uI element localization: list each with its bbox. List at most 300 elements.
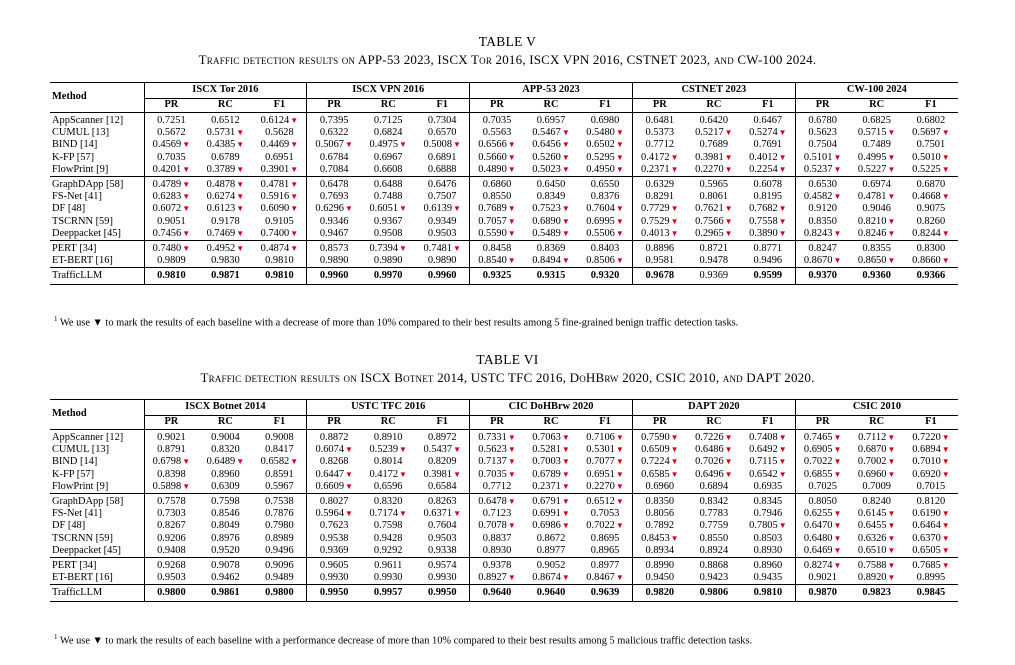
decrease-marker-icon: ▼: [453, 244, 461, 254]
metric-value: 0.9503: [144, 572, 198, 585]
metric-header: PR: [470, 416, 524, 430]
decrease-marker-icon: ▼: [670, 152, 679, 162]
method-name: Deeppacket [45]: [52, 227, 121, 239]
metric-value: 0.9809: [144, 255, 198, 268]
metric-value: 0.6090▼: [260, 203, 299, 215]
metric-value: 0.6870▼: [857, 444, 896, 456]
decrease-marker-icon: ▼: [887, 457, 896, 467]
decrease-marker-icon: ▼: [453, 509, 461, 519]
metric-value: 0.4582▼: [795, 191, 849, 203]
metric-value: 0.7022▼: [795, 456, 849, 468]
metric-value: 0.7304: [427, 115, 457, 126]
metric-value: 0.9810: [265, 255, 294, 267]
decrease-marker-icon: ▼: [615, 256, 624, 266]
metric-value: 0.9360: [850, 268, 904, 285]
metric-value: 0.8934: [632, 545, 686, 558]
metric-value: 0.4012▼: [749, 151, 787, 163]
metric-header: PR: [632, 99, 686, 113]
metric-value: 0.5467▼: [532, 127, 570, 139]
decrease-marker-icon: ▼: [833, 457, 842, 467]
metric-value: 0.6960: [632, 481, 686, 494]
table-label: TABLE V: [478, 34, 537, 49]
metric-value: 0.6789▼: [532, 468, 570, 480]
metric-value: 0.7805▼: [749, 520, 787, 532]
metric-value: 0.9930: [373, 572, 403, 584]
metric-value: 0.8930: [753, 544, 783, 556]
decrease-marker-icon: ▼: [615, 573, 624, 583]
metric-value: 0.7691: [753, 139, 783, 151]
method-name: ET-BERT [16]: [52, 255, 113, 267]
metric-value: 0.7009: [862, 480, 891, 492]
table-vi-header: [0, 352, 1015, 386]
table-row: [50, 481, 958, 494]
metric-value: 0.6967: [373, 151, 403, 163]
table-row: [50, 228, 958, 241]
metric-value: 0.8350: [795, 216, 849, 228]
method-header: Method: [50, 83, 144, 113]
metric-value: 0.7077▼: [586, 456, 624, 468]
decrease-marker-icon: ▼: [453, 204, 461, 214]
decrease-marker-icon: ▼: [561, 128, 570, 138]
decrease-marker-icon: ▼: [833, 192, 842, 202]
metric-value: 0.9574: [415, 558, 469, 573]
metric-header: PR: [144, 99, 198, 113]
metric-value: 0.5672: [144, 127, 198, 139]
decrease-marker-icon: ▼: [778, 469, 787, 479]
decrease-marker-icon: ▼: [887, 561, 896, 571]
table-row: [50, 113, 958, 128]
decrease-marker-icon: ▼: [236, 192, 245, 202]
decrease-marker-icon: ▼: [399, 204, 407, 214]
metric-value: 0.8342: [687, 494, 741, 509]
metric-value: 0.9970: [361, 268, 415, 285]
decrease-marker-icon: ▼: [833, 164, 842, 174]
method-name: BIND [14]: [52, 456, 98, 468]
metric-value: 0.5506▼: [586, 227, 624, 239]
decrease-marker-icon: ▼: [615, 433, 624, 442]
decrease-marker-icon: ▼: [941, 256, 950, 266]
metric-value: 0.7623: [307, 520, 361, 532]
decrease-marker-icon: ▼: [561, 573, 570, 583]
header-row: [50, 400, 958, 416]
metric-header: F1: [253, 99, 307, 113]
metric-value: 0.7693: [307, 191, 361, 203]
table-row: [50, 139, 958, 151]
decrease-marker-icon: ▼: [615, 228, 624, 238]
metric-value: 0.6584: [427, 480, 457, 492]
decrease-marker-icon: ▼: [670, 433, 679, 442]
metric-value: 0.9349: [427, 215, 457, 227]
metric-value: 0.7220▼: [912, 432, 950, 443]
metric-header: F1: [741, 416, 795, 430]
metric-value: 0.6957: [536, 115, 566, 126]
metric-value: 0.7125: [373, 115, 403, 126]
metric-value: 0.5898▼: [144, 481, 198, 494]
decrease-marker-icon: ▼: [941, 533, 950, 543]
decrease-marker-icon: ▼: [507, 445, 516, 455]
method-name: GraphDApp [58]: [50, 494, 144, 509]
metric-header: RC: [524, 99, 578, 113]
decrease-marker-icon: ▼: [290, 116, 299, 125]
metric-value: 0.9338: [427, 544, 457, 556]
decrease-marker-icon: ▼: [833, 469, 842, 479]
decrease-marker-icon: ▼: [290, 192, 299, 202]
metric-value: 0.8050: [795, 494, 849, 509]
metric-value: 0.9890: [373, 255, 403, 267]
metric-value: 0.6542▼: [749, 468, 787, 480]
metric-value: 0.4385▼: [206, 139, 245, 151]
metric-value: 0.6496▼: [695, 468, 733, 480]
decrease-marker-icon: ▼: [778, 204, 787, 214]
decrease-marker-icon: ▼: [778, 521, 787, 531]
metric-value: 0.8355: [850, 241, 904, 256]
metric-value: 0.7394▼: [361, 241, 415, 256]
metric-value: 0.5237▼: [795, 164, 849, 177]
decrease-marker-icon: ▼: [833, 509, 842, 519]
decrease-marker-icon: ▼: [561, 152, 570, 162]
metric-value: 0.7106▼: [586, 432, 624, 443]
metric-value: 0.7712: [470, 481, 524, 494]
metric-value: 0.8960: [741, 558, 795, 573]
metric-header: F1: [415, 99, 469, 113]
metric-value: 0.5964▼: [307, 508, 361, 520]
metric-value: 0.7578: [144, 494, 198, 509]
decrease-marker-icon: ▼: [615, 204, 624, 214]
metric-value: 0.7876: [265, 508, 294, 520]
decrease-marker-icon: ▼: [833, 521, 842, 531]
metric-value: 0.2270▼: [586, 480, 624, 492]
decrease-marker-icon: ▼: [236, 128, 245, 138]
metric-value: 0.8291: [632, 191, 686, 203]
metric-value: 0.7729▼: [632, 203, 686, 215]
metric-header: RC: [850, 99, 904, 113]
metric-value: 0.8300: [904, 241, 958, 256]
decrease-marker-icon: ▼: [887, 445, 896, 455]
metric-header: RC: [850, 416, 904, 430]
decrease-marker-icon: ▼: [941, 457, 950, 467]
metric-header: RC: [361, 99, 415, 113]
table-row: [50, 255, 958, 268]
table-row: [50, 508, 958, 520]
metric-value: 0.6326▼: [857, 532, 896, 544]
metric-value: 0.8674▼: [532, 572, 570, 584]
metric-value: 0.8014: [373, 456, 403, 468]
metric-value: 0.5373: [632, 127, 686, 139]
metric-value: 0.6798▼: [144, 456, 198, 468]
metric-value: 0.6124▼: [260, 115, 299, 126]
decrease-marker-icon: ▼: [182, 228, 191, 238]
decrease-marker-icon: ▼: [887, 256, 896, 266]
metric-value: 0.7481▼: [415, 241, 469, 256]
metric-value: 0.5023▼: [532, 163, 570, 175]
table-row: [50, 127, 958, 139]
dataset-group-header: ISCX Tor 2016: [144, 83, 307, 99]
table-row: [50, 494, 958, 509]
metric-header: RC: [361, 416, 415, 430]
metric-value: 0.8453▼: [632, 533, 686, 545]
table-row: [50, 164, 958, 177]
metric-value: 0.6274▼: [206, 191, 245, 203]
metric-value: 0.8660▼: [912, 255, 950, 267]
metric-value: 0.6905▼: [795, 444, 849, 456]
metric-value: 0.9378: [470, 558, 524, 573]
metric-value: 0.6296▼: [307, 203, 361, 215]
metric-value: 0.9950: [415, 585, 469, 602]
metric-value: 0.6190▼: [912, 508, 950, 520]
metric-value: 0.9478: [699, 255, 729, 267]
metric-value: 0.9960: [307, 268, 361, 285]
metric-value: 0.7035: [144, 152, 198, 164]
decrease-marker-icon: ▼: [182, 140, 191, 150]
metric-value: 0.6951▼: [586, 468, 624, 480]
table-row: [50, 520, 958, 532]
metric-value: 0.6991▼: [532, 508, 570, 520]
metric-value: 0.5274▼: [749, 127, 787, 139]
method-name: FlowPrint [9]: [52, 480, 109, 492]
metric-value: 0.7084: [307, 164, 361, 177]
metric-value: 0.9370: [795, 268, 849, 285]
table-v: [50, 82, 958, 285]
metric-value: 0.6478▼: [470, 494, 524, 509]
metric-value: 0.4952▼: [198, 241, 252, 256]
metric-value: 0.6608: [373, 163, 403, 175]
metric-value: 0.9820: [632, 585, 686, 602]
decrease-marker-icon: ▼: [290, 244, 299, 254]
method-header: Method: [50, 400, 144, 430]
decrease-marker-icon: ▼: [941, 192, 950, 202]
metric-value: 0.7558▼: [749, 215, 787, 227]
metric-value: 0.9538: [307, 533, 361, 545]
metric-value: 0.9268: [144, 558, 198, 573]
metric-value: 0.7025: [795, 481, 849, 494]
decrease-marker-icon: ▼: [399, 469, 407, 479]
metric-value: 0.7123: [470, 508, 524, 520]
metric-header: F1: [741, 99, 795, 113]
method-name: Deeppacket [45]: [52, 544, 121, 556]
metric-value: 0.8672: [536, 532, 566, 544]
metric-value: 0.7022▼: [586, 520, 624, 532]
metric-header: RC: [198, 99, 252, 113]
method-name: GraphDApp [58]: [50, 177, 144, 192]
metric-value: 0.8240: [850, 494, 904, 509]
decrease-marker-icon: ▼: [561, 469, 570, 479]
metric-value: 0.6450: [524, 177, 578, 192]
metric-value: 0.9520: [211, 544, 240, 556]
metric-value: 0.5916▼: [260, 191, 299, 203]
decrease-marker-icon: ▼: [615, 481, 624, 491]
metric-value: 0.6802: [916, 115, 946, 126]
metric-value: 0.4781▼: [857, 191, 896, 203]
decrease-marker-icon: ▼: [833, 433, 842, 442]
decrease-marker-icon: ▼: [887, 152, 896, 162]
metric-value: 0.6505▼: [912, 544, 950, 556]
metric-value: 0.9845: [904, 585, 958, 602]
decrease-marker-icon: ▼: [615, 164, 624, 174]
metric-value: 0.6890▼: [532, 215, 570, 227]
decrease-marker-icon: ▼: [507, 140, 516, 150]
table-row: [50, 203, 958, 215]
metric-value: 0.9096: [253, 558, 307, 573]
metric-value: 0.7501: [916, 139, 946, 151]
metric-value: 0.7053: [590, 508, 620, 520]
metric-value: 0.9960: [415, 268, 469, 285]
decrease-marker-icon: ▼: [236, 244, 245, 254]
metric-value: 0.7604: [427, 520, 457, 532]
metric-value: 0.9800: [144, 585, 198, 602]
metric-value: 0.2270▼: [695, 163, 733, 175]
metric-value: 0.8591: [265, 468, 294, 480]
decrease-marker-icon: ▼: [290, 228, 299, 238]
metric-value: 0.8320: [211, 444, 240, 456]
metric-header: PR: [144, 416, 198, 430]
metric-value: 0.7035▼: [470, 469, 524, 481]
table-row: [50, 152, 958, 164]
method-name: DF [48]: [52, 520, 86, 532]
metric-value: 0.9075: [916, 203, 946, 215]
metric-value: 0.7590▼: [632, 430, 686, 445]
metric-value: 0.7057▼: [470, 216, 524, 228]
metric-value: 0.8546: [211, 508, 240, 520]
decrease-marker-icon: ▼: [941, 228, 950, 238]
metric-value: 0.6870: [904, 177, 958, 192]
decrease-marker-icon: ▼: [236, 180, 245, 190]
metric-value: 0.4995▼: [857, 151, 896, 163]
method-name: BIND [14]: [52, 139, 98, 151]
decrease-marker-icon: ▼: [615, 497, 624, 507]
metric-value: 0.7892: [632, 520, 686, 532]
metric-value: 0.7689: [699, 139, 729, 151]
decrease-marker-icon: ▼: [887, 545, 896, 555]
metric-value: 0.9105: [265, 215, 294, 227]
metric-value: 0.9120: [795, 203, 849, 215]
metric-value: 0.9611: [361, 558, 415, 573]
decrease-marker-icon: ▼: [290, 140, 299, 150]
metric-value: 0.9508: [373, 227, 403, 239]
metric-value: 0.3981▼: [423, 468, 461, 480]
metric-value: 0.6476: [415, 177, 469, 192]
metric-value: 0.8274▼: [795, 558, 849, 573]
metric-value: 0.9930: [307, 572, 361, 585]
metric-value: 0.4668▼: [912, 191, 950, 203]
metric-value: 0.7604▼: [586, 203, 624, 215]
metric-value: 0.6074▼: [307, 444, 361, 456]
metric-header: F1: [904, 416, 958, 430]
metric-value: 0.2371▼: [532, 480, 570, 492]
metric-value: 0.6447▼: [307, 469, 361, 481]
metric-header: F1: [578, 99, 632, 113]
metric-header: F1: [253, 416, 307, 430]
metric-value: 0.4890▼: [470, 164, 524, 177]
metric-value: 0.6891: [427, 151, 457, 163]
decrease-marker-icon: ▼: [561, 140, 570, 150]
decrease-marker-icon: ▼: [941, 152, 950, 162]
metric-value: 0.5697▼: [912, 127, 950, 139]
metric-value: 0.6824: [373, 127, 403, 139]
metric-value: 0.6582▼: [260, 456, 299, 468]
decrease-marker-icon: ▼: [887, 469, 896, 479]
decrease-marker-icon: ▼: [507, 573, 516, 583]
metric-value: 0.6123▼: [206, 203, 245, 215]
decrease-marker-icon: ▼: [507, 164, 516, 174]
metric-value: 0.3981▼: [695, 151, 733, 163]
metric-value: 0.8695: [590, 532, 620, 544]
metric-header-row: [50, 416, 958, 430]
metric-value: 0.4878▼: [198, 177, 252, 192]
metric-value: 0.6512: [211, 115, 240, 126]
decrease-marker-icon: ▼: [561, 204, 570, 214]
metric-value: 0.8494▼: [532, 255, 570, 267]
decrease-marker-icon: ▼: [887, 192, 896, 202]
method-name: FS-Net [41]: [52, 508, 102, 520]
metric-value: 0.8458: [470, 241, 524, 256]
metric-value: 0.9640: [470, 585, 524, 602]
metric-value: 0.6960▼: [857, 468, 896, 480]
metric-value: 0.9367: [373, 215, 403, 227]
metric-value: 0.8910: [373, 432, 403, 443]
decrease-marker-icon: ▼: [724, 433, 733, 442]
decrease-marker-icon: ▼: [724, 164, 733, 174]
decrease-marker-icon: ▼: [182, 204, 191, 214]
decrease-marker-icon: ▼: [345, 445, 353, 455]
metric-header: F1: [578, 416, 632, 430]
metric-value: 0.4569▼: [144, 139, 198, 151]
method-name: CUMUL [13]: [52, 127, 110, 139]
metric-value: 0.9462: [211, 572, 240, 584]
decrease-marker-icon: ▼: [833, 228, 842, 238]
table-row: [50, 191, 958, 203]
metric-value: 0.7598: [373, 520, 403, 532]
method-name: FS-Net [41]: [52, 191, 102, 203]
metric-header: PR: [632, 416, 686, 430]
decrease-marker-icon: ▼: [670, 457, 679, 467]
metric-value: 0.7115▼: [749, 456, 787, 468]
metric-value: 0.7303: [144, 508, 198, 520]
metric-value: 0.9346: [307, 216, 361, 228]
metric-value: 0.8989: [265, 532, 294, 544]
metric-value: 0.8506▼: [586, 255, 624, 267]
metric-value: 0.6894▼: [912, 444, 950, 456]
table-row: [50, 444, 958, 456]
metric-header: RC: [687, 416, 741, 430]
metric-value: 0.4013▼: [632, 228, 686, 241]
method-name: PERT [34]: [50, 241, 144, 256]
metric-value: 0.8345: [741, 494, 795, 509]
method-name: AppScanner [12]: [52, 432, 124, 443]
metric-value: 0.7783: [699, 508, 729, 520]
metric-value: 0.9428: [373, 532, 403, 544]
decrease-marker-icon: ▼: [507, 256, 516, 266]
metric-value: 0.6566▼: [470, 139, 524, 151]
decrease-marker-icon: ▼: [236, 164, 245, 174]
metric-value: 0.5217▼: [695, 127, 733, 139]
metric-value: 0.6072▼: [144, 203, 198, 215]
decrease-marker-icon: ▼: [941, 445, 950, 455]
metric-value: 0.6488: [361, 177, 415, 192]
table-row: [50, 558, 958, 573]
dataset-group-header: USTC TFC 2016: [307, 400, 470, 416]
table-row: [50, 456, 958, 468]
metric-value: 0.9206: [144, 533, 198, 545]
metric-value: 0.7946: [753, 508, 783, 520]
metric-value: 0.5008▼: [423, 139, 461, 151]
metric-value: 0.8920▼: [857, 572, 896, 584]
metric-value: 0.8540▼: [470, 255, 524, 268]
metric-value: 0.8376: [590, 191, 620, 203]
metric-value: 0.5628: [265, 127, 294, 139]
metric-value: 0.4950▼: [586, 163, 624, 175]
metric-value: 0.5965: [687, 177, 741, 192]
metric-value: 0.6855▼: [795, 469, 849, 481]
